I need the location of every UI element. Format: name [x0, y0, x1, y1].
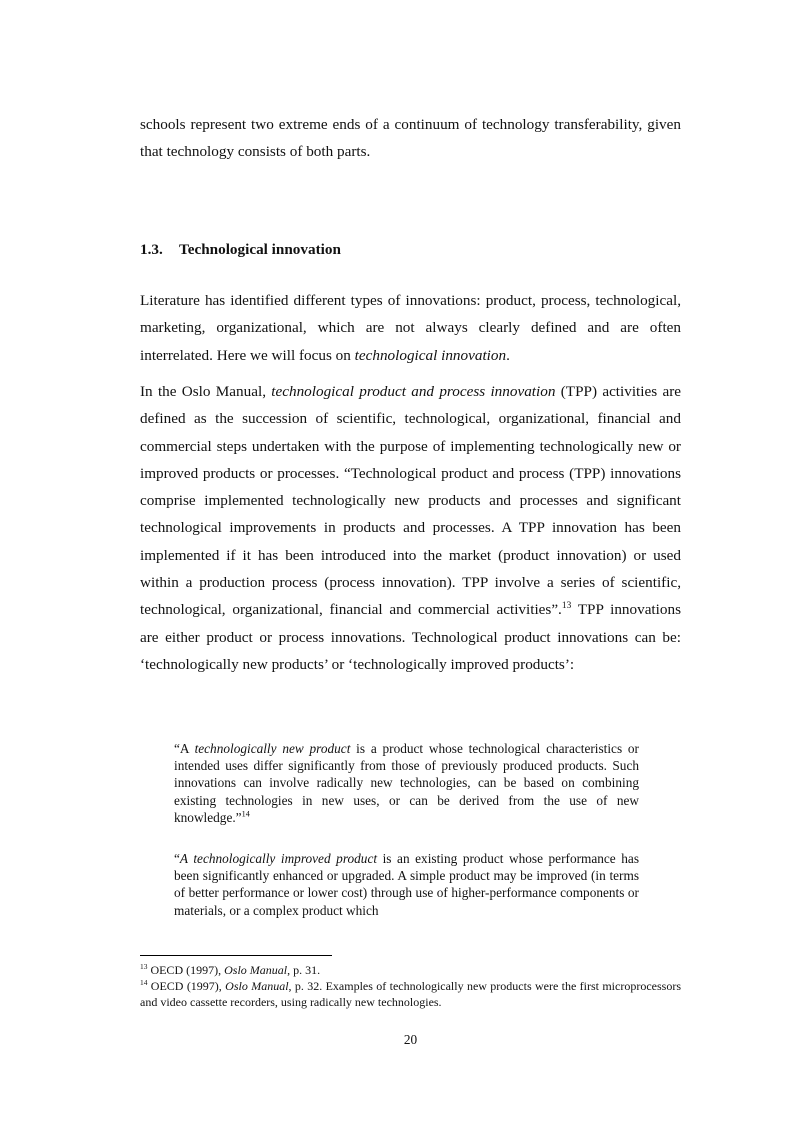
footnote-emphasis: Oslo Manual [224, 963, 288, 977]
footnote-divider [140, 955, 332, 956]
paragraph-text-end: TPP innovations are either product or process innovations. Technological product innovations can be: ‘technologically new products’ or ‘technologically improved products’: [140, 601, 681, 673]
paragraph-text-middle: (TPP) activities are defined as the succession of scientific, technological, organizational, financial and commercial steps undertaken with the purpose of implementing technologically new or improved products or processes. “Technological product and process (TPP) innovations comprise implemented technologically new products and processes and significant technological improvements in products and processes. A TPP innovation has been implemented if it has been introduced into the market (product innovation) or used within a production process (process innovation). TPP involve a series of scientific, technological, organizational, financial and commercial activities”. [140, 383, 681, 619]
emphasis-text: technological innovation [354, 346, 507, 364]
paragraph-text: In the Oslo Manual, [140, 383, 272, 400]
paragraph-text: Literature has identified different types of innovations: product, process, technological, marketing, organizational, which are not always clearly defined and are often interrelated. Here we will focus on [140, 292, 681, 364]
paragraph-text-end: . [506, 346, 510, 364]
section-number: 1.3. [140, 241, 163, 258]
footnote-text-end: , p. 31. [287, 963, 321, 977]
quote-text: “A [174, 741, 195, 756]
emphasis-text: technological product and process innovation [271, 383, 556, 400]
footnote-14 [140, 978, 681, 1010]
block-quote-improved-product [174, 850, 639, 919]
page-number: 20 [403, 1032, 418, 1047]
footnote-number: 14 [140, 978, 148, 987]
footnote-reference[interactable]: 13 [561, 601, 572, 612]
footnote-text: OECD (1997), [147, 979, 226, 993]
quote-text-end: is a product whose technological characteristics or intended uses differ significantly from those of previously produced products. Such innovations can involve radically new technologies, can be based on combining existing technologies in new uses, or can be derived from the use of new knowledge.” [174, 741, 639, 825]
footnote-emphasis: Oslo Manual [225, 979, 289, 993]
quote-text: “ [174, 851, 180, 866]
footnote-13 [140, 962, 681, 978]
footnote-text-end: , p. 32. Examples of technologically new products were the first microprocessors and video cassette recorders, using radically new technologies. [140, 979, 681, 1009]
section-title: Technological innovation [179, 241, 341, 258]
emphasis-text: technologically new product [194, 741, 351, 756]
paragraph-innovation-types [140, 287, 681, 369]
footnote-reference[interactable]: 14 [241, 809, 250, 819]
block-quote-new-product [174, 740, 639, 826]
footnote-number: 13 [140, 962, 148, 971]
section-heading [140, 238, 681, 262]
footnote-text: OECD (1997), [147, 963, 225, 977]
paragraph-oslo-manual [140, 378, 681, 678]
quote-text-end: is an existing product whose performance has been significantly enhanced or upgraded. A simple product may be improved (in terms of better performance or lower cost) through use of higher-performance components or materials, or a complex product which [174, 851, 640, 918]
emphasis-text: A technologically improved product [179, 851, 378, 866]
paragraph-continuation: schools represent two extreme ends of a continuum of technology transferability, given that technology consists of both parts. [140, 116, 681, 161]
